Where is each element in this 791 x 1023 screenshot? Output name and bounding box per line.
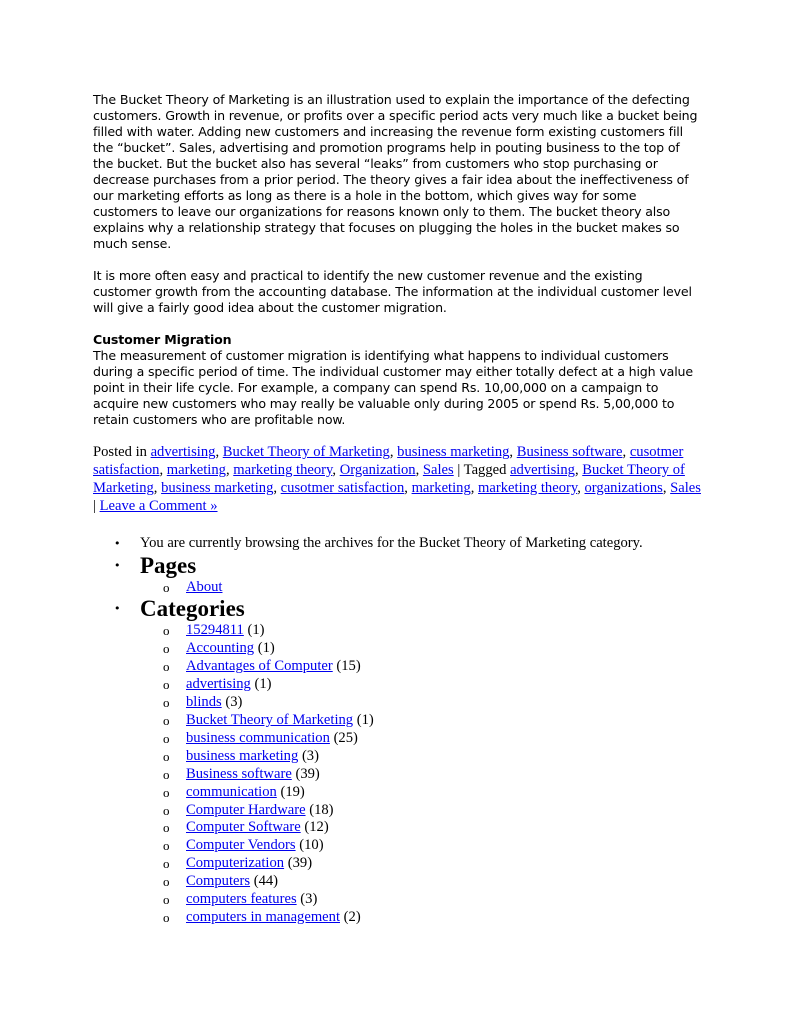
list-item [93,891,703,909]
category-link[interactable]: blinds [186,694,222,711]
list-item [93,676,703,694]
category-link[interactable]: marketing theory [233,461,333,478]
category-link[interactable]: Computers [186,873,251,890]
list-item [93,640,703,658]
list-item [93,579,703,597]
category-link[interactable]: communication [186,783,277,800]
pages-heading: • Pages [140,552,197,578]
category-link[interactable]: advertising [150,444,216,460]
page-content [93,92,703,927]
category-link[interactable]: Accounting [186,640,255,657]
categories-heading: • Categories [140,596,245,622]
list-item [93,909,703,927]
tag-link[interactable]: cusotmer satisfaction [280,479,405,496]
article-paragraph: The Bucket Theory of Marketing is an illustration used to explain the importance of the defecting customers. Growth in revenue, or profits over a specific period acts very much like a bucket being filled with water. Adding new customers and increasing the revenue form existing customers fill the “bucket”. Sales, advertising and promotion programs help in pouting business to the top of the bucket. But the bucket also has several “leaks” from customers who stop purchasing or decrease purchases from a prior period. The theory gives a fair idea about the ineffectiveness of our marketing efforts as long as there is a hole in the bottom, which gives way for some customers to leave our organizations for reasons known only to them. The bucket theory also explains why a relationship strategy that focuses on plugging the holes in the bucket makes so much sense. [93,92,698,251]
category-link[interactable]: Advantages of Computer [186,658,333,675]
category-count: (1) [257,640,275,657]
article-body [93,92,703,428]
list-item [93,873,703,891]
category-link[interactable]: Sales [422,461,454,478]
tag-link[interactable]: marketing [411,479,471,496]
category-link[interactable]: business communication [186,729,330,746]
category-count: (1) [247,622,265,639]
tag-link[interactable]: marketing theory [478,479,578,496]
tag-link[interactable]: organizations [584,479,663,496]
category-count: (1) [254,676,272,693]
article-paragraph: It is more often easy and practical to identify the new customer revenue and the existing customer growth from the accounting database. The information at the individual customer level will give a fairly good idea about the customer migration. [93,268,692,315]
category-link[interactable]: cusotmer satisfaction [93,444,684,478]
categories-list [140,622,703,926]
posted-in-label: Posted in [93,444,147,460]
category-link[interactable]: marketing [166,461,226,478]
list-item [93,784,703,802]
category-count: (1) [356,711,374,728]
category-link[interactable]: Computer Software [186,819,301,836]
tag-link[interactable]: Sales [670,479,701,496]
list-item [93,748,703,766]
list-item [93,622,703,640]
leave-comment-link[interactable]: Leave a Comment » [99,497,218,514]
list-item [93,802,703,820]
tag-link[interactable]: business marketing [161,479,274,496]
category-link[interactable]: Business software [516,444,623,460]
category-count: (44) [253,873,279,890]
category-count: (10) [299,837,324,854]
category-link[interactable]: computers in management [186,908,340,925]
category-count: (18) [309,801,334,818]
category-count: (3) [300,891,318,908]
category-link[interactable]: Computer Hardware [186,801,306,818]
post-meta: Posted in advertising, Bucket Theory of Marketing, business marketing, Business software, cusotmer satisfaction, marketing, marketing theory, Organization, Sales | Tagged advertising, Bucket Theory of Marketing, business marketing, cusotmer satisfaction, marketing, marketing theory, organizations, Sales | Leave a Comment » [93,444,701,514]
list-item [93,855,703,873]
archive-note-item [93,535,703,553]
category-count: (39) [295,765,320,782]
meta-separator: | [93,497,96,514]
section-heading: Customer Migration [93,332,232,347]
category-link[interactable]: advertising [186,676,251,693]
page-link-about[interactable]: About [186,578,223,595]
sidebar [93,535,703,927]
list-item [93,819,703,837]
tag-link[interactable]: advertising [510,461,575,478]
category-link[interactable]: Computerization [186,855,285,872]
categories-section [93,596,703,926]
category-link[interactable]: business marketing [186,747,299,764]
list-item [93,658,703,676]
category-count: (25) [333,729,358,746]
category-link[interactable]: 15294811 [186,622,244,639]
tag-link[interactable]: Bucket Theory of Marketing [93,461,685,496]
category-count: (15) [336,658,361,675]
category-link[interactable]: business marketing [397,444,510,460]
category-link[interactable]: computers features [186,891,297,908]
category-count: (2) [343,908,361,925]
category-link[interactable]: Computer Vendors [186,837,296,854]
pages-section [93,553,703,597]
category-link[interactable]: Business software [186,765,292,782]
pages-list [140,579,703,597]
list-item [93,837,703,855]
list-item [93,766,703,784]
archive-note: You are currently browsing the archives for the Bucket Theory of Marketing category. [140,534,643,551]
category-count: (12) [304,819,329,836]
category-count: (3) [225,694,243,711]
category-count: (39) [287,855,313,872]
category-link[interactable]: Organization [339,461,416,478]
list-item [93,730,703,748]
category-link[interactable]: Bucket Theory of Marketing [186,711,354,728]
category-count: (3) [301,747,319,764]
list-item [93,712,703,730]
list-item [93,694,703,712]
section-text: The measurement of customer migration is identifying what happens to individual customers during a specific period of time. The individual customer may either totally defect at a high value point in their life cycle. For example, a company can spend Rs. 10,00,000 on a campaign to acquire new customers who may really be valuable only during 2005 or spend Rs. 5,00,000 to retain customers who are profitable now. [93,348,693,427]
tagged-label: | Tagged [457,461,507,478]
category-link[interactable]: Bucket Theory of Marketing [222,444,390,460]
category-count: (19) [280,783,305,800]
